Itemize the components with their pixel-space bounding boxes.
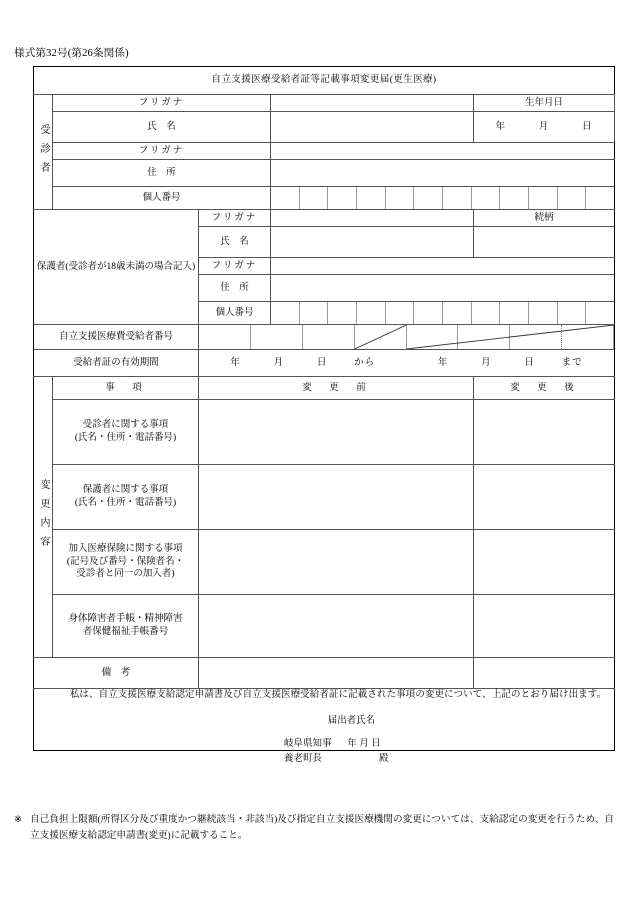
remarks-field-after[interactable] bbox=[474, 658, 615, 689]
patient-birthdate-field[interactable] bbox=[474, 112, 615, 143]
guardian-address-furigana-field[interactable] bbox=[271, 258, 615, 275]
change-item-guardian-line2: (氏名・住所・電話番号) bbox=[74, 498, 177, 508]
form-title: 自立支援医療受給者証等記載事項変更届(更生医療) bbox=[34, 67, 615, 95]
validity-from-year: 年 bbox=[230, 357, 241, 368]
addressee-honorific: 殿 bbox=[379, 753, 389, 764]
validity-to-suffix: まで bbox=[561, 357, 583, 368]
guardian-name-label: 氏 名 bbox=[199, 227, 271, 258]
validity-to-year: 年 bbox=[437, 357, 449, 368]
recipient-number-row bbox=[34, 325, 615, 350]
change-vertical-label-text: 変更内容 bbox=[38, 479, 49, 555]
patient-birth-year: 年 bbox=[495, 121, 506, 132]
change-after-handbook[interactable] bbox=[474, 595, 615, 658]
addressee-governor: 岐阜県知事 bbox=[284, 738, 332, 749]
change-item-handbook-line2: 者保健福祉手帳番号 bbox=[82, 627, 169, 637]
patient-mynumber-field[interactable] bbox=[271, 187, 615, 210]
guardian-address-furigana-label: フリガナ bbox=[199, 258, 271, 275]
change-before-insurance[interactable] bbox=[199, 530, 474, 595]
validity-from-day: 日 bbox=[316, 357, 328, 368]
footnote bbox=[14, 812, 614, 844]
patient-address-field[interactable] bbox=[271, 160, 615, 187]
remarks-row bbox=[34, 658, 615, 689]
validity-field[interactable] bbox=[199, 350, 615, 377]
guardian-mynumber-field[interactable] bbox=[271, 302, 615, 325]
validity-from-suffix: から bbox=[354, 357, 376, 368]
patient-furigana-label: フリガナ bbox=[53, 95, 271, 112]
change-header-row bbox=[34, 377, 615, 400]
change-item-patient-line2: (氏名・住所・電話番号) bbox=[74, 433, 177, 443]
footnote-mark-icon: ※ bbox=[14, 814, 23, 825]
change-item-insurance-line3: 受診者と同一の加入者) bbox=[76, 569, 175, 580]
patient-address-row bbox=[34, 160, 615, 187]
submitter-name-label: 届出者氏名 bbox=[327, 715, 376, 726]
footnote-text: 自己負担上限額(所得区分及び重度かつ継続該当・非該当)及び指定自立支援医療機関の変更については、支給認定の変更を行うため、自立支援医療支給認定申請書(変更)に記載すること。 bbox=[30, 814, 614, 841]
main-form-table bbox=[33, 66, 615, 764]
guardian-mynumber-boxes[interactable] bbox=[271, 302, 614, 324]
patient-address-furigana-label: フリガナ bbox=[53, 143, 271, 160]
change-col-before: 変 更 前 bbox=[199, 377, 474, 400]
change-item-guardian-line1: 保護者に関する事項 bbox=[82, 485, 169, 496]
declaration-day: 日 bbox=[371, 738, 381, 749]
patient-mynumber-label: 個人番号 bbox=[53, 187, 271, 210]
validity-from-month: 月 bbox=[273, 357, 285, 368]
change-after-patient[interactable] bbox=[474, 400, 615, 465]
recipient-number-boxes[interactable] bbox=[199, 325, 614, 349]
change-vertical-label bbox=[34, 377, 53, 658]
declaration-block bbox=[34, 689, 615, 764]
declaration-statement: 私は、自立支援医療支給認定申請書及び自立支援医療受給者証に記載された事項の変更について、上記のとおり届け出ます。 bbox=[69, 690, 607, 700]
change-after-insurance[interactable] bbox=[474, 530, 615, 595]
guardian-address-label: 住 所 bbox=[199, 275, 271, 302]
guardian-name-field[interactable] bbox=[271, 227, 474, 258]
patient-name-field[interactable] bbox=[271, 112, 474, 143]
change-row-guardian bbox=[34, 465, 615, 530]
change-row-insurance bbox=[34, 530, 615, 595]
change-before-guardian[interactable] bbox=[199, 465, 474, 530]
change-item-guardian bbox=[53, 465, 199, 530]
change-col-after: 変 更 後 bbox=[474, 377, 615, 400]
guardian-address-field[interactable] bbox=[271, 275, 615, 302]
remarks-label: 備 考 bbox=[34, 658, 199, 689]
guardian-furigana-field[interactable] bbox=[271, 210, 474, 227]
patient-birth-day: 日 bbox=[582, 121, 593, 132]
change-item-handbook-line1: 身体障害者手帳・精神障害 bbox=[68, 614, 183, 625]
declaration-month: 月 bbox=[359, 738, 369, 749]
patient-address-label: 住 所 bbox=[53, 160, 271, 187]
declaration-year: 年 bbox=[347, 738, 357, 749]
remarks-field-before[interactable] bbox=[199, 658, 474, 689]
change-item-insurance bbox=[53, 530, 199, 595]
guardian-relation-label: 続柄 bbox=[474, 210, 615, 227]
change-item-insurance-line2: (記号及び番号・保険者名・ bbox=[66, 556, 185, 567]
change-item-handbook bbox=[53, 595, 199, 658]
change-row-patient bbox=[34, 400, 615, 465]
change-after-guardian[interactable] bbox=[474, 465, 615, 530]
change-col-item: 事 項 bbox=[53, 377, 199, 400]
change-item-patient bbox=[53, 400, 199, 465]
change-before-patient[interactable] bbox=[199, 400, 474, 465]
patient-address-furigana-row bbox=[34, 143, 615, 160]
validity-row bbox=[34, 350, 615, 377]
recipient-number-label: 自立支援医療費受給者番号 bbox=[34, 325, 199, 350]
patient-mynumber-row bbox=[34, 187, 615, 210]
change-before-handbook[interactable] bbox=[199, 595, 474, 658]
patient-mynumber-boxes[interactable] bbox=[271, 187, 614, 209]
validity-to-day: 日 bbox=[524, 357, 535, 368]
guardian-mynumber-label: 個人番号 bbox=[199, 302, 271, 325]
declaration-date-and-addressee bbox=[34, 738, 614, 764]
guardian-furigana-label: フリガナ bbox=[199, 210, 271, 227]
guardian-relation-field[interactable] bbox=[474, 227, 615, 258]
patient-furigana-row bbox=[34, 95, 615, 112]
patient-birth-month: 月 bbox=[538, 121, 550, 132]
declaration-row bbox=[34, 689, 615, 751]
validity-label: 受給者証の有効期間 bbox=[34, 350, 199, 377]
patient-name-row bbox=[34, 112, 615, 143]
patient-vertical-label bbox=[34, 95, 53, 210]
validity-to-month: 月 bbox=[481, 357, 492, 368]
guardian-section-label: 保護者(受診者が18歳未満の場合記入) bbox=[34, 210, 199, 325]
change-item-insurance-line1: 加入医療保険に関する事項 bbox=[68, 543, 183, 554]
patient-name-label: 氏 名 bbox=[53, 112, 271, 143]
form-number: 様式第32号(第26条関係) bbox=[14, 48, 129, 59]
addressee-mayor: 養老町長 bbox=[284, 753, 323, 764]
patient-address-furigana-field[interactable] bbox=[271, 143, 615, 160]
change-item-patient-line1: 受診者に関する事項 bbox=[82, 420, 169, 431]
guardian-furigana-row bbox=[34, 210, 615, 227]
patient-vertical-label-text: 受診者 bbox=[38, 123, 49, 181]
patient-furigana-field[interactable] bbox=[271, 95, 474, 112]
change-row-handbook bbox=[34, 595, 615, 658]
recipient-number-field[interactable] bbox=[199, 325, 615, 350]
patient-birth-label: 生年月日 bbox=[474, 95, 615, 112]
title-row bbox=[34, 67, 615, 95]
